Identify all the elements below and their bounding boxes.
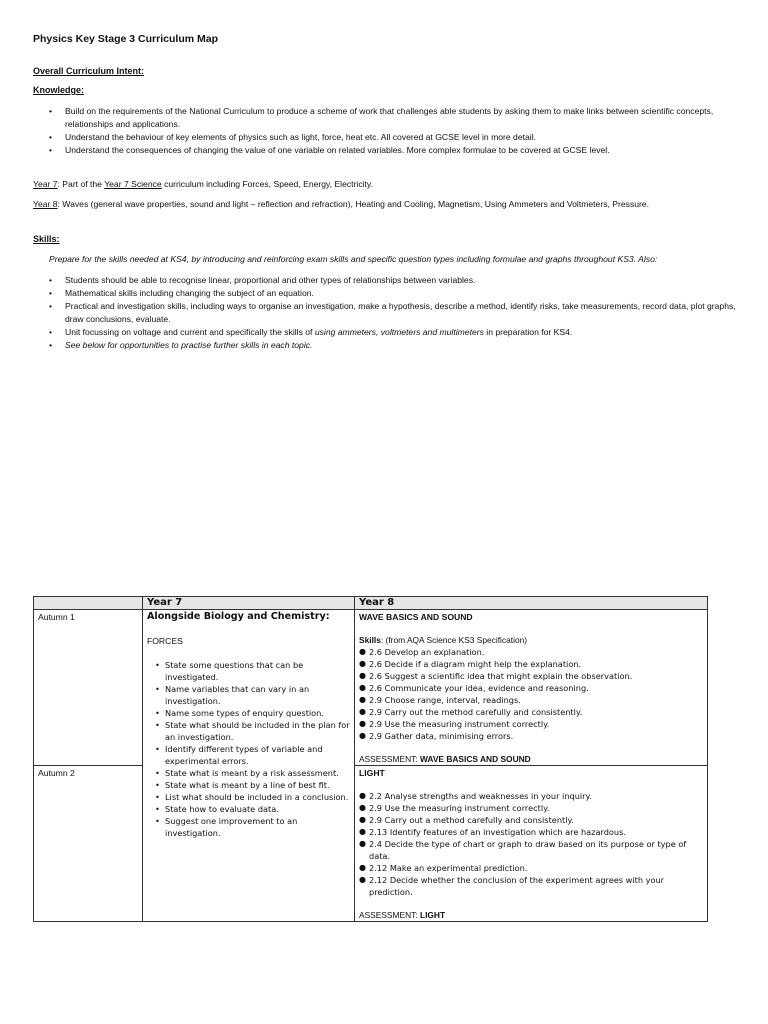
year7-science-link[interactable]: Year 7 Science xyxy=(104,179,162,189)
list-item: ● 2.9 Gather data, minimising errors. xyxy=(359,730,703,742)
term-autumn2: Autumn 2 xyxy=(34,766,143,922)
knowledge-heading: Knowledge: xyxy=(33,85,84,95)
header-term xyxy=(34,597,143,610)
skills-point-text: Unit focussing on voltage and current and specifically the skills of xyxy=(65,327,315,337)
year7-text-pre: : Part of the xyxy=(57,179,105,189)
year8-summary xyxy=(33,199,649,209)
list-item: ● 2.12 Decide whether the conclusion of the experiment agrees with your prediction. xyxy=(359,874,703,898)
autumn1-skill-list xyxy=(359,646,703,742)
knowledge-point: • Build on the requirements of the National Curriculum to produce a scheme of work that challenges able students by asking them to make links between scientific concepts, relationships and applications. xyxy=(33,105,733,131)
skills-heading: Skills: xyxy=(33,234,60,244)
skills-point xyxy=(33,326,738,339)
autumn2-assessment: ASSESSMENT: LIGHT xyxy=(359,910,446,920)
list-item: ● 2.9 Use the measuring instrument correctly. xyxy=(359,802,703,814)
autumn1-skills-label: Skills: (from AQA Science KS3 Specification) xyxy=(359,635,528,645)
document-title: Physics Key Stage 3 Curriculum Map xyxy=(33,33,218,45)
year7-skill-list xyxy=(147,659,350,839)
header-year7: Year 7 xyxy=(143,597,355,610)
skills-point: • Mathematical skills including changing the subject of an equation. xyxy=(33,287,738,300)
list-item: • State how to evaluate data. xyxy=(147,803,350,815)
table-header-row xyxy=(34,597,708,610)
list-item: • Identify different types of variable and experimental errors. xyxy=(147,743,350,767)
skills-list xyxy=(33,274,738,352)
list-item: ● 2.9 Carry out a method carefully and consistently. xyxy=(359,814,703,826)
list-item: ● 2.4 Decide the type of chart or graph to draw based on its purpose or type of data. xyxy=(359,838,703,862)
year7-heading: Alongside Biology and Chemistry: xyxy=(147,611,330,622)
list-item: • State what is meant by a line of best fit. xyxy=(147,779,350,791)
list-item: • Name some types of enquiry question. xyxy=(147,707,350,719)
list-item: • List what should be included in a conclusion. xyxy=(147,791,350,803)
list-item: • State some questions that can be investigated. xyxy=(147,659,350,683)
autumn2-skill-list xyxy=(359,790,703,898)
intent-heading: Overall Curriculum Intent: xyxy=(33,66,145,76)
list-item: ● 2.13 Identify features of an investigation which are hazardous. xyxy=(359,826,703,838)
year7-summary xyxy=(33,179,373,189)
list-item: ● 2.6 Suggest a scientific idea that might explain the observation. xyxy=(359,670,703,682)
list-item: ● 2.6 Communicate your idea, evidence and reasoning. xyxy=(359,682,703,694)
list-item: ● 2.6 Develop an explanation. xyxy=(359,646,703,658)
list-item: ● 2.9 Carry out the method carefully and consistently. xyxy=(359,706,703,718)
knowledge-list xyxy=(33,105,733,157)
header-year8: Year 8 xyxy=(355,597,708,610)
curriculum-table xyxy=(33,596,708,922)
skills-point-italic: using ammeters, voltmeters and multimeters xyxy=(314,327,484,337)
year8-label: Year 8 xyxy=(33,199,58,209)
skills-point: • Practical and investigation skills, including ways to organise an investigation, make a hypothesis, describe a method, identify risks, take measurements, record data, plot graphs, draw conclusions, evaluate. xyxy=(33,300,738,326)
list-item: ● 2.2 Analyse strengths and weaknesses in your inquiry. xyxy=(359,790,703,802)
list-item: • State what is meant by a risk assessment. xyxy=(147,767,350,779)
term-autumn1: Autumn 1 xyxy=(34,610,143,766)
knowledge-point: • Understand the behaviour of key elements of physics such as light, force, heat etc. All covered at GCSE level in more detail. xyxy=(33,131,733,144)
table-row xyxy=(34,610,708,766)
year7-label: Year 7 xyxy=(33,179,58,189)
autumn2-year8-cell xyxy=(355,766,708,922)
skills-point: • See below for opportunities to practise further skills in each topic. xyxy=(33,339,738,352)
knowledge-point: • Understand the consequences of changing the value of one variable on related variables. More complex formulae to be covered at GCSE level. xyxy=(33,144,733,157)
year7-topic: FORCES xyxy=(147,636,183,646)
year7-text-post: curriculum including Forces, Speed, Energy, Electricity. xyxy=(161,179,373,189)
autumn2-topic: LIGHT xyxy=(359,768,385,778)
autumn1-year8-cell xyxy=(355,610,708,766)
list-item: ● 2.12 Make an experimental prediction. xyxy=(359,862,703,874)
autumn1-topic: WAVE BASICS AND SOUND xyxy=(359,612,473,622)
list-item: • Name variables that can vary in an investigation. xyxy=(147,683,350,707)
skills-intro: Prepare for the skills needed at KS4, by introducing and reinforcing exam skills and specific question types including formulae and graphs throughout KS3. Also: xyxy=(49,254,658,264)
list-item: ● 2.9 Choose range, interval, readings. xyxy=(359,694,703,706)
table-row xyxy=(34,766,708,922)
list-item: • State what should be included in the plan for an investigation. xyxy=(147,719,350,743)
skills-point: • Students should be able to recognise linear, proportional and other types of relationships between variables. xyxy=(33,274,738,287)
list-item: ● 2.9 Use the measuring instrument correctly. xyxy=(359,718,703,730)
year7-cell xyxy=(143,610,355,922)
year8-text: : Waves (general wave properties, sound and light – reflection and refraction), Heating and Cooling, Magnetism, Using Ammeters and Voltmeters, Pressure. xyxy=(57,199,650,209)
skills-point-text: in preparation for KS4. xyxy=(483,327,573,337)
list-item: • Suggest one improvement to an investigation. xyxy=(147,815,350,839)
autumn1-assessment: ASSESSMENT: WAVE BASICS AND SOUND xyxy=(359,754,531,764)
list-item: ● 2.6 Decide if a diagram might help the explanation. xyxy=(359,658,703,670)
